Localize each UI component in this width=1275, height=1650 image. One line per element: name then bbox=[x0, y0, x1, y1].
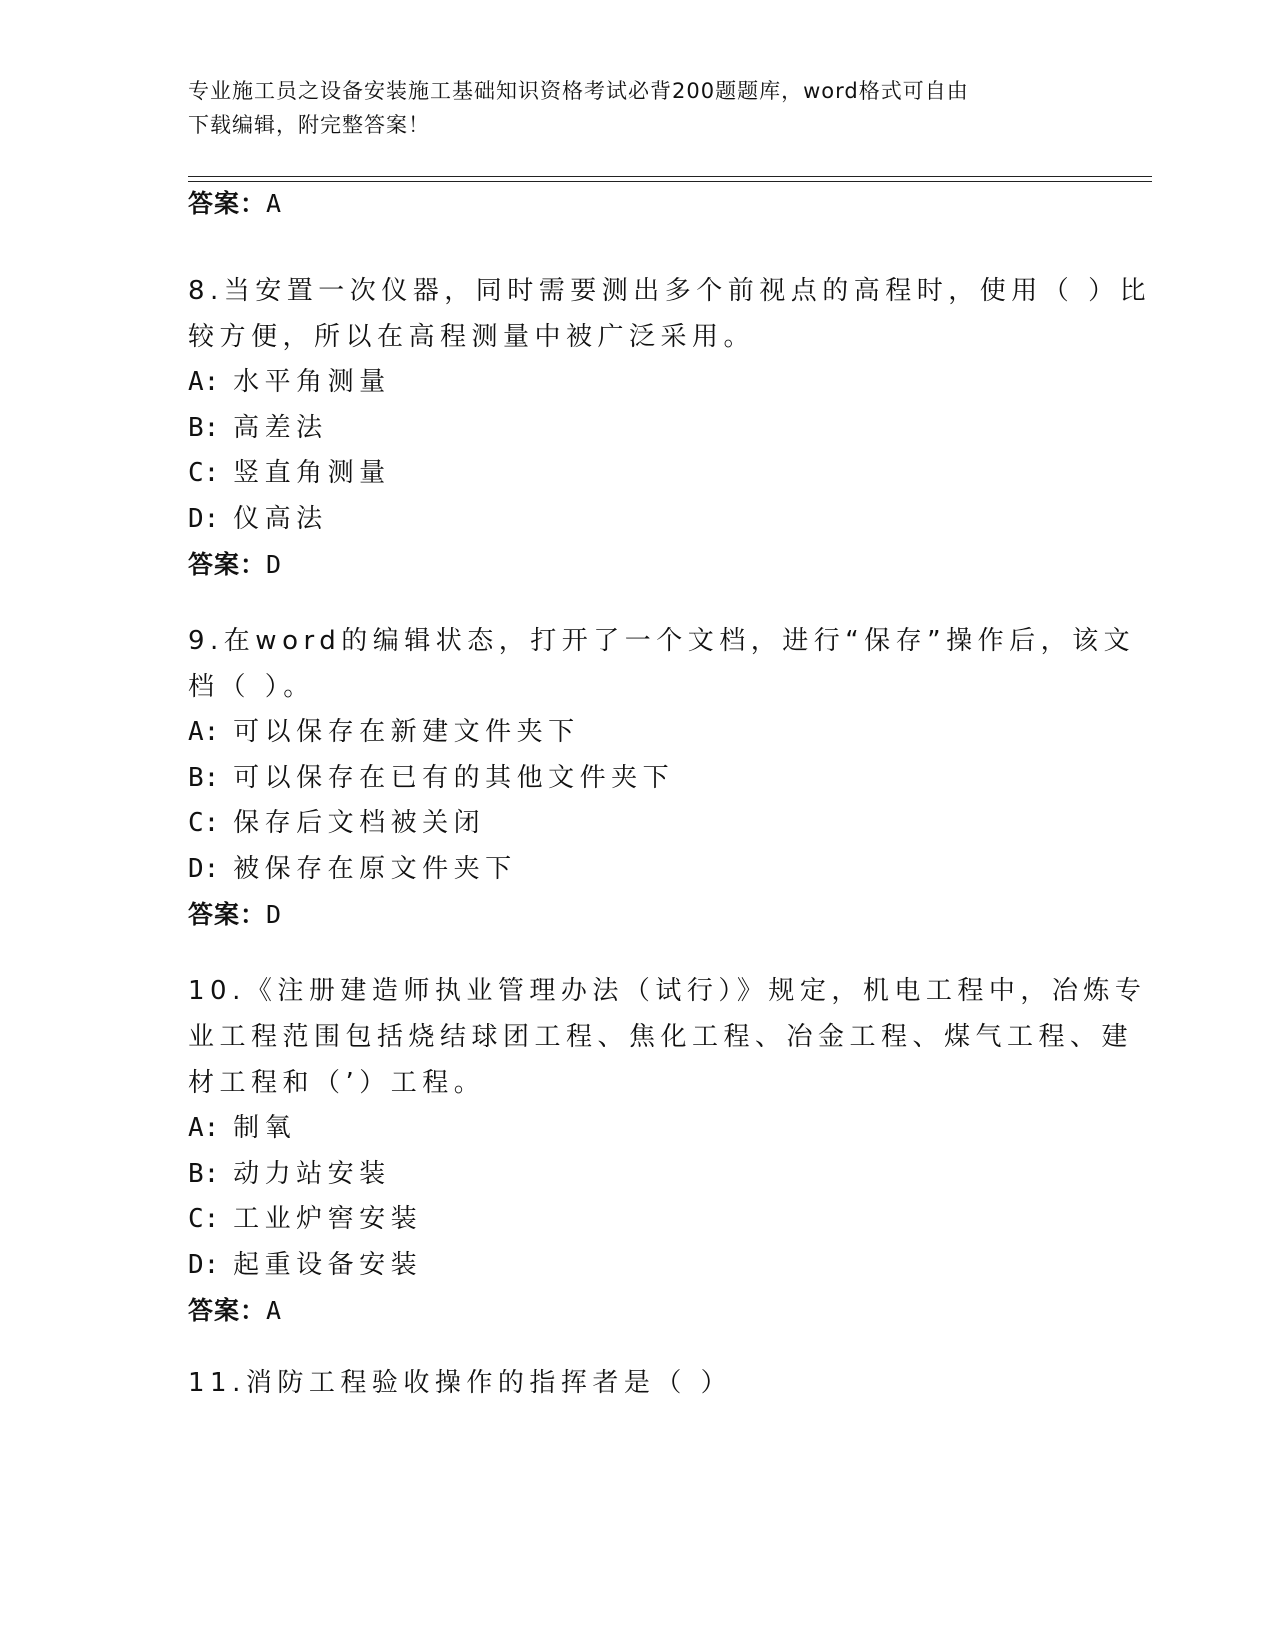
option-d bbox=[188, 1243, 1088, 1289]
option-b bbox=[188, 406, 1088, 452]
option-letter: A: bbox=[188, 717, 220, 747]
option-b bbox=[188, 756, 1088, 802]
answer-value: D bbox=[266, 550, 283, 579]
option-a bbox=[188, 360, 1088, 406]
option-text: 被保存在原文件夹下 bbox=[233, 853, 517, 884]
answer-label: 答案： bbox=[188, 1296, 267, 1325]
option-text: 仪高法 bbox=[233, 503, 328, 534]
answer-label: 答案： bbox=[188, 189, 267, 218]
option-letter: C: bbox=[188, 1204, 220, 1234]
option-d bbox=[188, 847, 1088, 893]
option-text: 高差法 bbox=[233, 412, 328, 443]
option-c bbox=[188, 1197, 1088, 1243]
question-text-line: 9.在word的编辑状态，打开了一个文档，进行“保存”操作后，该文 bbox=[188, 626, 1136, 656]
question-text-line: 档（ ）。 bbox=[188, 672, 315, 702]
answer-label: 答案： bbox=[188, 900, 267, 929]
question-10 bbox=[188, 968, 1147, 1334]
question-text-line: 11.消防工程验收操作的指挥者是（ ） bbox=[188, 1368, 733, 1398]
option-text: 可以保存在新建文件夹下 bbox=[233, 717, 580, 747]
question-answer bbox=[188, 542, 1088, 588]
answer-value: A bbox=[266, 189, 283, 218]
question-answer bbox=[188, 1288, 1088, 1334]
answer-label: 答案： bbox=[188, 550, 267, 579]
question-answer bbox=[188, 892, 1088, 938]
option-text: 工业炉窖安装 bbox=[233, 1204, 423, 1234]
question-text-line: 材工程和（’）工程。 bbox=[188, 1068, 486, 1098]
question-text-line: 较方便，所以在高程测量中被广泛采用。 bbox=[188, 322, 756, 352]
header-line-1: 专业施工员之设备安装施工基础知识资格考试必背200题题库，word格式可自由 bbox=[188, 79, 969, 103]
option-letter: C: bbox=[188, 458, 220, 488]
option-a bbox=[188, 710, 1088, 756]
option-letter: A: bbox=[188, 367, 220, 397]
question-text-line: 业工程范围包括烧结球团工程、焦化工程、冶金工程、煤气工程、建 bbox=[188, 1022, 1134, 1052]
option-letter: B: bbox=[188, 412, 220, 443]
header-divider-bottom bbox=[188, 181, 1152, 182]
question-8 bbox=[188, 268, 1152, 588]
option-letter: D: bbox=[188, 503, 220, 534]
option-b bbox=[188, 1152, 1088, 1198]
document-header bbox=[188, 74, 1068, 142]
option-letter: B: bbox=[188, 762, 220, 793]
previous-answer bbox=[188, 184, 282, 220]
option-c bbox=[188, 801, 1088, 847]
option-letter: B: bbox=[188, 1158, 220, 1189]
option-text: 保存后文档被关闭 bbox=[233, 808, 486, 838]
header-divider-top bbox=[188, 176, 1152, 177]
question-11 bbox=[188, 1360, 1088, 1406]
option-a bbox=[188, 1106, 1088, 1152]
option-c bbox=[188, 451, 1088, 497]
option-text: 动力站安装 bbox=[233, 1158, 391, 1189]
option-text: 起重设备安装 bbox=[233, 1249, 423, 1280]
header-line-2: 下载编辑，附完整答案！ bbox=[188, 113, 430, 137]
answer-value: A bbox=[266, 1296, 283, 1325]
question-text-line: 10.《注册建造师执业管理办法（试行）》规定，机电工程中，冶炼专 bbox=[188, 976, 1147, 1006]
option-letter: C: bbox=[188, 808, 220, 838]
option-letter: D: bbox=[188, 853, 220, 884]
option-text: 制氧 bbox=[233, 1113, 297, 1143]
answer-value: D bbox=[266, 900, 283, 929]
question-9 bbox=[188, 618, 1136, 938]
option-text: 水平角测量 bbox=[233, 367, 391, 397]
option-text: 竖直角测量 bbox=[233, 458, 391, 488]
option-letter: D: bbox=[188, 1249, 220, 1280]
option-text: 可以保存在已有的其他文件夹下 bbox=[233, 762, 675, 793]
option-d bbox=[188, 497, 1088, 543]
option-letter: A: bbox=[188, 1113, 220, 1143]
question-text-line: 8.当安置一次仪器，同时需要测出多个前视点的高程时，使用（ ）比 bbox=[188, 276, 1152, 306]
